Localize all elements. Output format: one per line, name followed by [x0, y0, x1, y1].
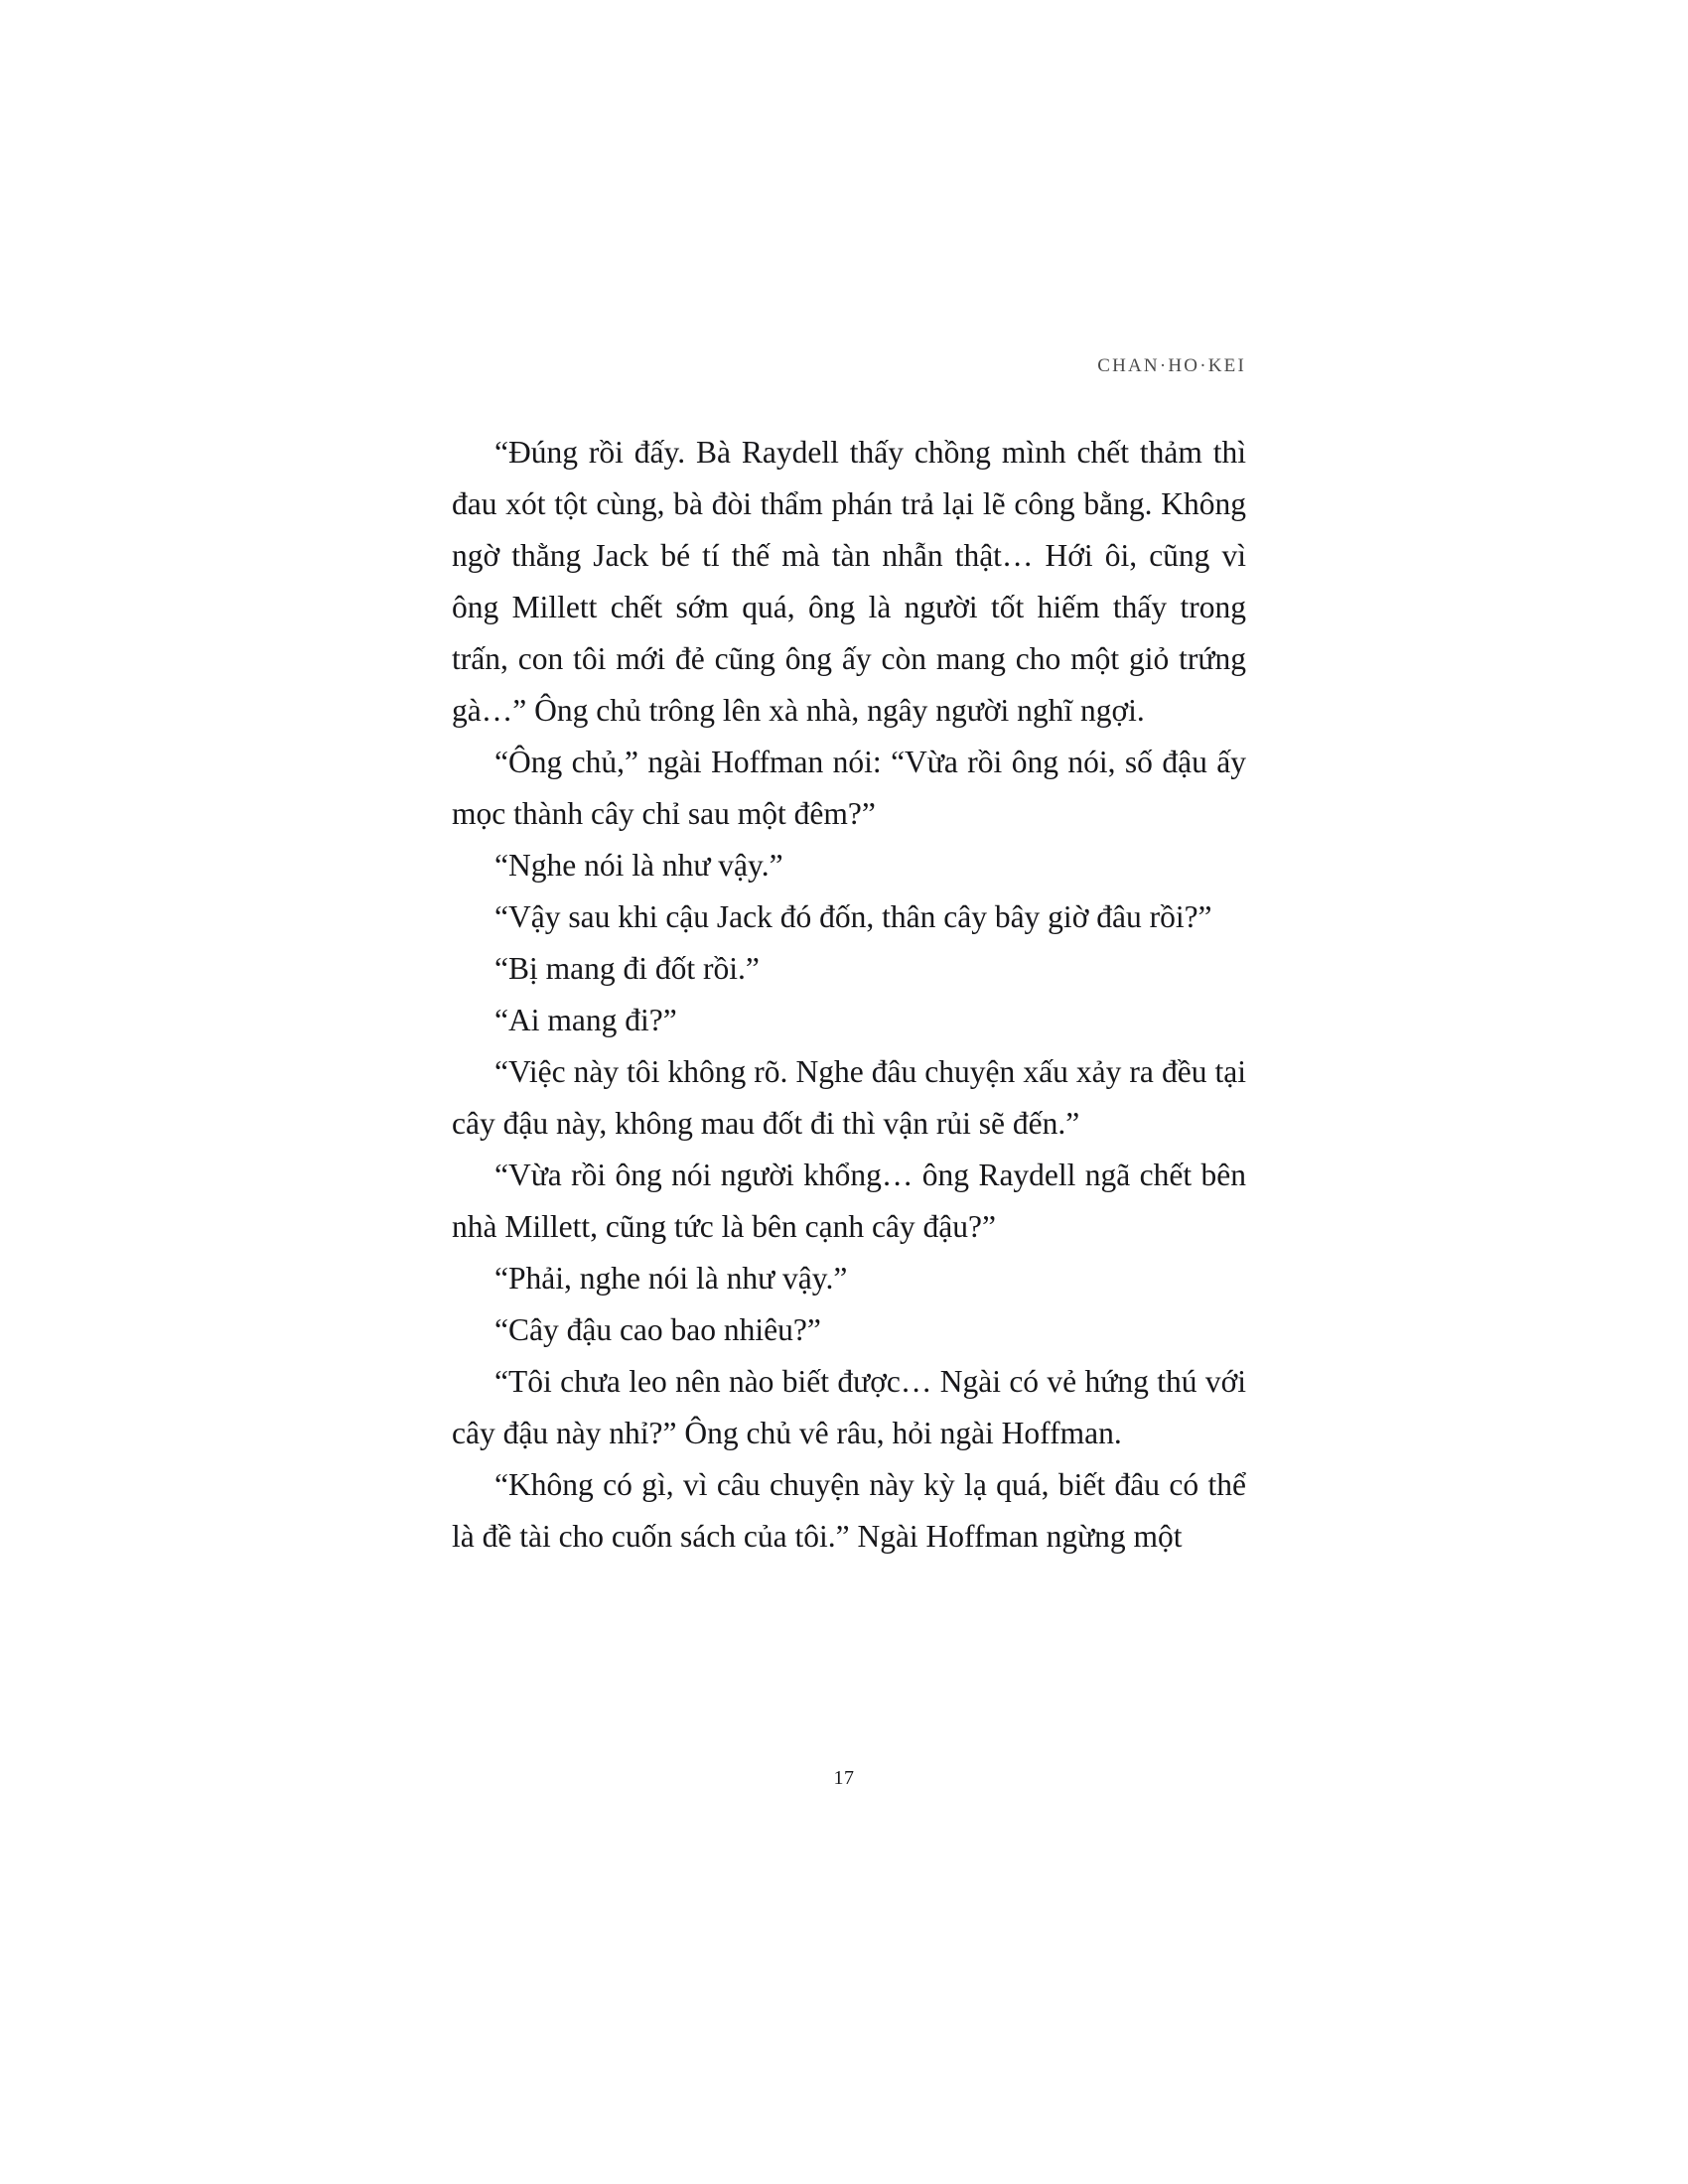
paragraph: “Việc này tôi không rõ. Nghe đâu chuyện xấu xảy ra đều tại cây đậu này, không mau đốt đi thì vận rủi sẽ đến.”	[452, 1054, 1246, 1141]
running-head: CHAN·HO·KEI	[1097, 355, 1246, 376]
paragraph: “Vậy sau khi cậu Jack đó đốn, thân cây bây giờ đâu rồi?”	[494, 899, 1212, 934]
paragraph: “Vừa rồi ông nói người khổng… ông Raydell ngã chết bên nhà Millett, cũng tức là bên cạnh cây đậu?”	[452, 1158, 1246, 1244]
body-text	[452, 427, 1246, 1563]
paragraph: “Không có gì, vì câu chuyện này kỳ lạ quá, biết đâu có thể là đề tài cho cuốn sách của tôi.” Ngài Hoffman ngừng một	[452, 1467, 1246, 1554]
page-number: 17	[833, 1767, 855, 1789]
paragraph: “Ông chủ,” ngài Hoffman nói: “Vừa rồi ông nói, số đậu ấy mọc thành cây chỉ sau một đêm?”	[452, 745, 1246, 831]
paragraph: “Ai mang đi?”	[494, 1003, 677, 1037]
paragraph: “Tôi chưa leo nên nào biết được… Ngài có vẻ hứng thú với cây đậu này nhỉ?” Ông chủ vê râu, hỏi ngài Hoffman.	[452, 1364, 1246, 1450]
paragraph: “Cây đậu cao bao nhiêu?”	[494, 1312, 821, 1347]
paragraph: “Nghe nói là như vậy.”	[494, 848, 783, 883]
paragraph: “Bị mang đi đốt rồi.”	[494, 951, 760, 986]
paragraph: “Đúng rồi đấy. Bà Raydell thấy chồng mình chết thảm thì đau xót tột cùng, bà đòi thẩm phán trả lại lẽ công bằng. Không ngờ thằng Jack bé tí thế mà tàn nhẫn thật… Hới ôi, cũng vì ông Millett chết sớm quá, ông là người tốt hiếm thấy trong trấn, con tôi mới đẻ cũng ông ấy còn mang cho một giỏ trứng gà…” Ông chủ trông lên xà nhà, ngây người nghĩ ngợi.	[452, 435, 1246, 728]
paragraph: “Phải, nghe nói là như vậy.”	[494, 1261, 848, 1296]
